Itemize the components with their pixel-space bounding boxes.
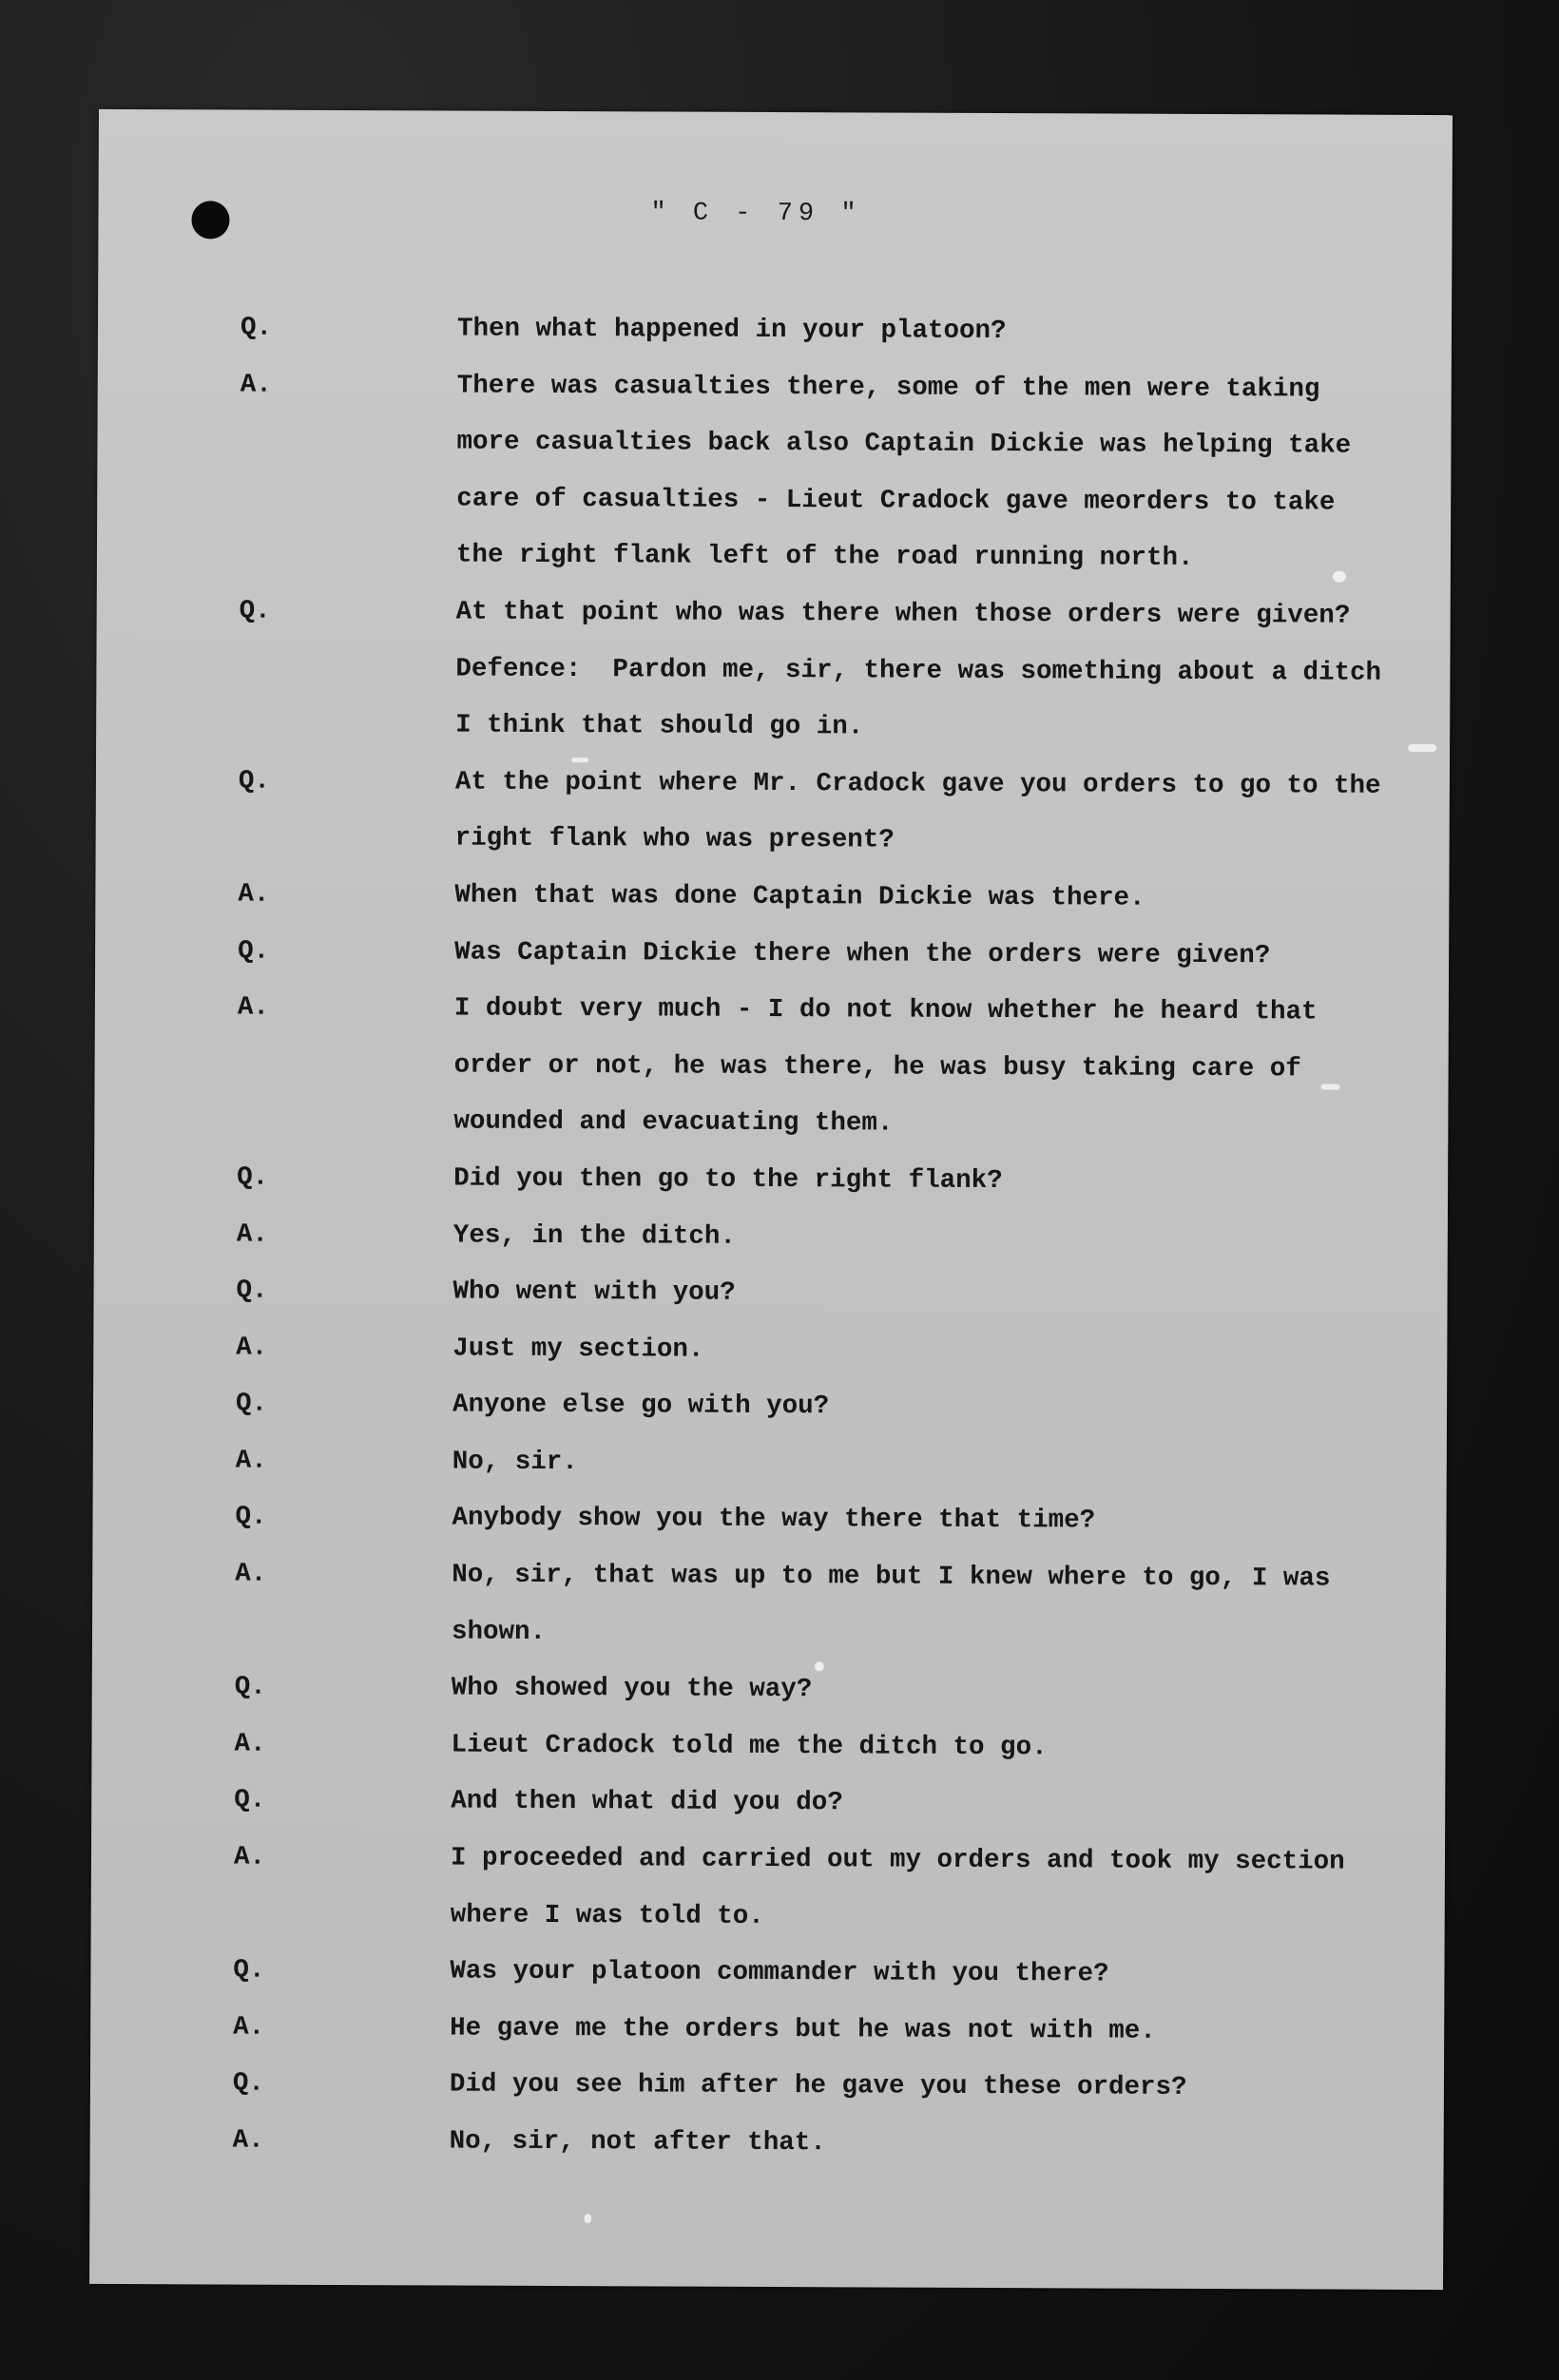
transcript-line xyxy=(241,356,1429,418)
speaker-label: Q. xyxy=(237,1162,269,1193)
transcript-text: At that point who was there when those orders were given? xyxy=(455,597,1351,631)
transcript-text: order or not, he was there, he was busy taking care of xyxy=(453,1050,1301,1084)
speaker-label: Q. xyxy=(234,1785,266,1816)
speaker-label: Q. xyxy=(233,1955,265,1986)
dust-speck xyxy=(584,2214,591,2223)
transcript-line xyxy=(239,640,1427,701)
speaker-label: A. xyxy=(240,370,272,400)
transcript-text: When that was done Captain Dickie was there. xyxy=(454,880,1145,913)
speaker-label: Q. xyxy=(234,1672,266,1702)
transcript-line xyxy=(237,1036,1425,1098)
dust-speck xyxy=(1321,1084,1340,1090)
speaker-label: Q. xyxy=(236,1276,268,1306)
transcript-text: Did you see him after he gave you these orders? xyxy=(449,2069,1187,2103)
transcript-text: Who showed you the way? xyxy=(451,1673,813,1705)
transcript-line xyxy=(236,1432,1424,1494)
transcript-text: wounded and evacuating them. xyxy=(453,1106,894,1139)
transcript-text: more casualties back also Captain Dickie was helping take xyxy=(456,427,1352,461)
transcript-text: care of casualties - Lieut Cradock gave meorders to take xyxy=(456,484,1336,518)
transcript-text: Yes, in the ditch. xyxy=(452,1220,736,1252)
transcript-line xyxy=(235,1546,1423,1608)
transcript-text: shown. xyxy=(451,1617,547,1647)
transcript-line xyxy=(240,470,1428,531)
transcript-line xyxy=(233,2056,1421,2118)
speaker-label: A. xyxy=(236,1219,268,1250)
transcript-text: right flank who was present? xyxy=(454,823,895,855)
transcript-text: Just my section. xyxy=(452,1334,704,1365)
speaker-label: A. xyxy=(233,1842,266,1872)
transcript-text: No, sir, that was up to me but I knew where to go, I was xyxy=(452,1560,1331,1594)
transcript-text: At the point where Mr. Cradock gave you orders to go to the xyxy=(454,767,1381,801)
speaker-label: Q. xyxy=(240,313,273,343)
transcript-line xyxy=(234,1830,1422,1891)
speaker-label: Q. xyxy=(232,2068,265,2100)
document-page xyxy=(89,109,1453,2290)
dust-speck xyxy=(815,1661,824,1671)
transcript-text: Anybody show you the way there that time? xyxy=(452,1503,1096,1536)
transcript-line xyxy=(239,753,1427,815)
transcript-line xyxy=(238,923,1426,985)
transcript-text: I doubt very much - I do not know whether he heard that xyxy=(453,993,1318,1027)
transcript-line xyxy=(237,1206,1425,1268)
transcript-line xyxy=(238,866,1426,928)
transcript-text: Was your platoon commander with you there? xyxy=(450,1956,1109,1989)
transcript-text: I think that should go in. xyxy=(455,710,864,742)
transcript-line xyxy=(239,697,1427,758)
transcript-line xyxy=(236,1319,1424,1381)
transcript-line xyxy=(235,1489,1423,1551)
transcript-line xyxy=(241,300,1429,362)
transcript-line xyxy=(240,527,1428,588)
transcript-line xyxy=(233,2113,1421,2175)
transcript-text: Did you then go to the right flank? xyxy=(453,1163,1003,1196)
transcript-line xyxy=(236,1263,1424,1325)
speaker-label: Q. xyxy=(235,1503,267,1533)
transcript-text: Defence: Pardon me, sir, there was something about a ditch xyxy=(455,654,1382,688)
transcript-text: Who went with you? xyxy=(452,1276,736,1308)
page-number: " C - 79 " xyxy=(650,199,862,229)
transcript-line xyxy=(239,810,1427,872)
transcript-text: No, sir. xyxy=(452,1447,578,1477)
dust-speck xyxy=(1333,571,1346,583)
dust-speck xyxy=(571,758,588,762)
transcript-text: I proceeded and carried out my orders and took my section xyxy=(450,1843,1345,1877)
speaker-label: A. xyxy=(235,1559,267,1589)
transcript-line xyxy=(235,1660,1423,1721)
transcript-line xyxy=(235,1603,1423,1664)
transcript-text: Then what happened in your platoon? xyxy=(456,314,1007,347)
transcript-text: where I was told to. xyxy=(450,1900,764,1931)
transcript-line xyxy=(240,413,1428,475)
transcript-line xyxy=(236,1376,1424,1438)
dust-speck xyxy=(1408,744,1436,752)
transcript-line xyxy=(238,980,1426,1042)
transcript-text: Lieut Cradock told me the ditch to go. xyxy=(451,1730,1048,1763)
transcript-line xyxy=(233,1999,1421,2061)
transcript-text: Was Captain Dickie there when the orders were given? xyxy=(454,937,1271,970)
transcript-text: There was casualties there, some of the men were taking xyxy=(456,371,1320,405)
transcript-body xyxy=(233,300,1430,2175)
speaker-label: Q. xyxy=(238,936,270,967)
transcript-line xyxy=(234,1716,1422,1777)
speaker-label: A. xyxy=(237,992,269,1023)
transcript-text: And then what did you do? xyxy=(451,1786,843,1818)
transcript-line xyxy=(237,1149,1425,1211)
speaker-label: A. xyxy=(238,879,270,910)
transcript-line xyxy=(233,1943,1421,2005)
transcript-text: No, sir, not after that. xyxy=(449,2126,826,2159)
speaker-label: A. xyxy=(235,1446,267,1476)
transcript-line xyxy=(234,1886,1422,1948)
speaker-label: A. xyxy=(234,1729,266,1759)
transcript-line xyxy=(237,1093,1425,1155)
transcript-line xyxy=(234,1773,1422,1834)
speaker-label: A. xyxy=(233,2012,265,2043)
speaker-label: Q. xyxy=(239,596,271,626)
transcript-line xyxy=(240,584,1428,645)
speaker-label: A. xyxy=(236,1333,268,1363)
speaker-label: Q. xyxy=(235,1389,268,1419)
transcript-text: Anyone else go with you? xyxy=(452,1390,830,1422)
transcript-text: the right flank left of the road running north. xyxy=(455,540,1194,574)
transcript-text: He gave me the orders but he was not with me. xyxy=(450,2013,1156,2046)
speaker-label: Q. xyxy=(238,766,271,797)
speaker-label: A. xyxy=(232,2125,264,2156)
